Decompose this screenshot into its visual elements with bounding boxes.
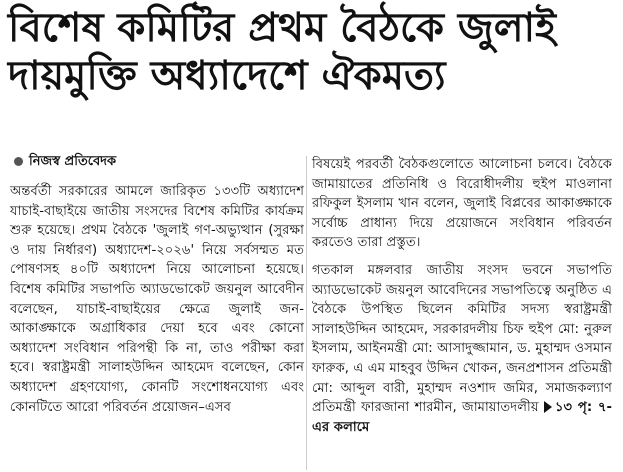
byline-text: নিজস্ব প্রতিবেদক	[29, 154, 117, 169]
column-divider	[306, 156, 307, 470]
headline	[8, 4, 615, 100]
continuation-text: ১৩ পৃ: ৭-এর কলামে	[312, 400, 612, 435]
bullet-icon	[14, 157, 23, 166]
byline	[14, 152, 116, 173]
arrow-right-icon	[544, 401, 552, 413]
headline-line-1: বিশেষ কমিটির প্রথম বৈঠকে জুলাই	[8, 4, 556, 51]
right-paragraph-1: বিষয়েই পরবর্তী বৈঠকগুলোতে আলোচনা চলবে। বৈঠকে জামায়াতের প্রতিনিধি ও বিরোধীদলীয় হুইপ মাওলানা রফিকুল ইসলাম খান বলেন, জুলাই বিপ্লবের আকাঙ্ক্ষাকে সর্বোচ্চ প্রাধান্য দিয়ে প্রয়োজনে সংবিধান পরিবর্তন করতেও তারা প্রস্তুত।	[312, 157, 612, 251]
left-column	[10, 182, 304, 417]
right-paragraph-2-text: গতকাল মঙ্গলবার জাতীয় সংসদ ভবনে সভাপতি অ্যাডভোকেট জয়নুল আবেদিনের সভাপতিত্বে অনুষ্ঠিত এ বৈঠকে উপস্থিত ছিলেন কমিটির সদস্য স্বরাষ্ট্রমন্ত্রী সালাহউদ্দিন আহমেদ, সরকারদলীয় চিফ হুইপ মো: নুরুল ইসলাম, আইনমন্ত্রী মো: আসাদুজ্জামান, ড. মুহাম্মদ ওসমান ফারুক, এ এম মাহবুব উদ্দিন খোকন, জনপ্রশাসন প্রতিমন্ত্রী মো: আব্দুল বারী, মুহাম্মদ নওশাদ জমির, সমাজকল্যাণ প্রতিমন্ত্রী ফারজানা শারমীন, জামায়াতদলীয়	[312, 262, 612, 416]
right-paragraph-2	[312, 261, 612, 437]
right-column	[312, 155, 612, 437]
headline-line-2: দায়মুক্তি অধ্যাদেশে ঐকমত্য	[8, 52, 446, 99]
left-paragraph: অন্তর্বর্তী সরকারের আমলে জারিকৃত ১৩৩টি অধ্যাদেশ যাচাই-বাছাইয়ে জাতীয় সংসদের বিশেষ কমিটির কার্যক্রম শুরু হয়েছে। প্রথম বৈঠকে 'জুলাই গণ-অভ্যুত্থান (সুরক্ষা ও দায় নির্ধারণ) অধ্যাদেশ-২০২৬' নিয়ে সর্বসম্মত মত পোষণসহ ৪০টি অধ্যাদেশ নিয়ে আলোচনা হয়েছে। বিশেষ কমিটির সভাপতি অ্যাডভোকেট জয়নুল আবেদীন বলেছেন, যাচাই-বাছাইয়ের ক্ষেত্রে জুলাই জন-আকাঙ্ক্ষাকে অগ্রাধিকার দেয়া হবে এবং কোনো অধ্যাদেশ সংবিধান পরিপন্থী কি না, তাও পরীক্ষা করা হবে। স্বরাষ্ট্রমন্ত্রী সালাহউদ্দিন আহমেদ বলেছেন, কোন অধ্যাদেশ গ্রহণযোগ্য, কোনটি সংশোধনযোগ্য এবং কোনটিতে আরো পরিবর্তন প্রয়োজন–এসব	[10, 184, 304, 415]
